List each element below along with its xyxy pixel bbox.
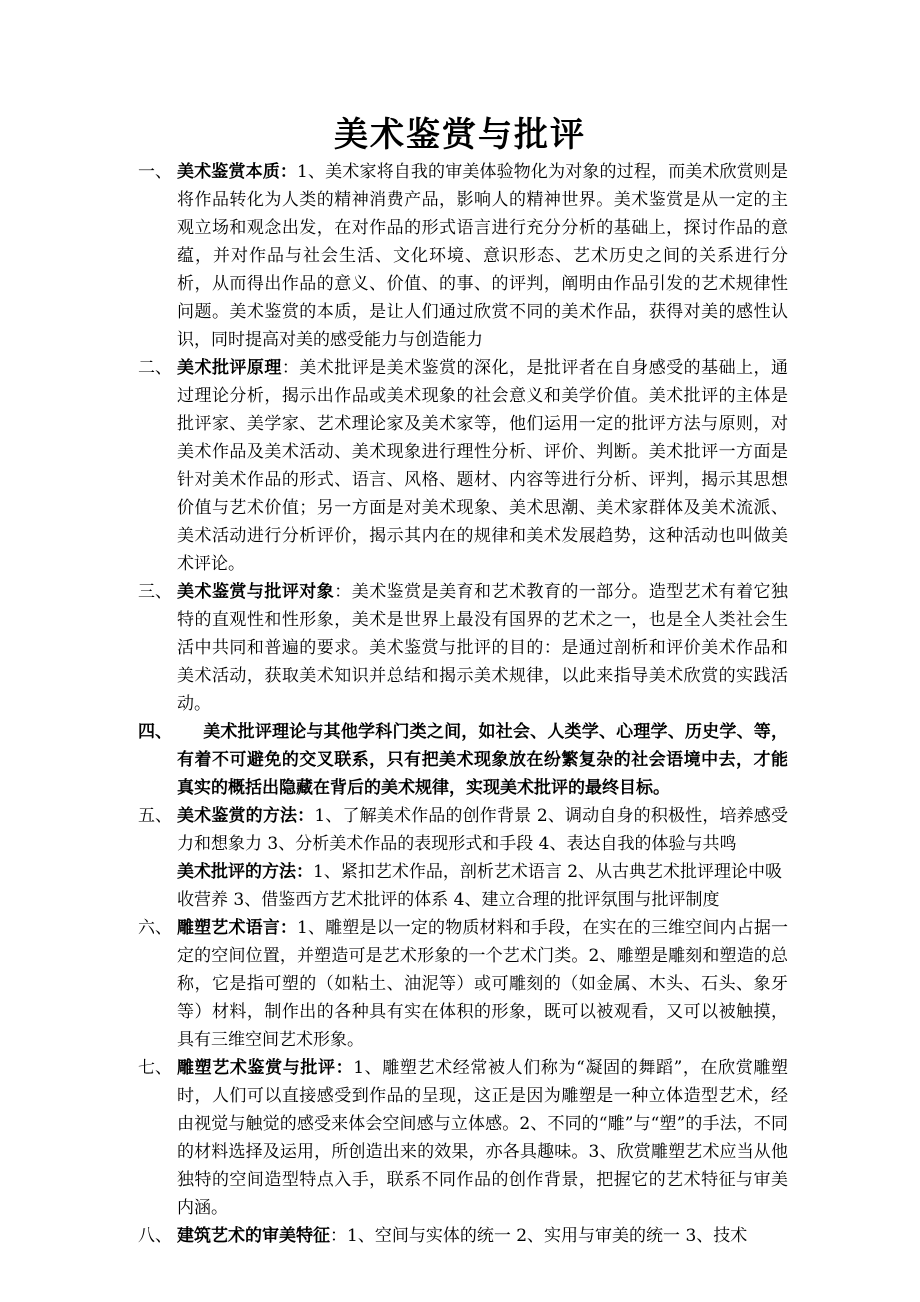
- section-1: [138, 158, 788, 354]
- section-heading: 雕塑艺术语言：: [177, 918, 298, 938]
- section-5-subparagraph: [138, 858, 788, 914]
- section-number: 四、: [138, 722, 172, 742]
- section-number: 六、: [138, 918, 172, 938]
- section-3: [138, 578, 788, 718]
- section-number: 五、: [138, 806, 172, 826]
- section-heading: 美术鉴赏本质：: [177, 162, 298, 182]
- section-2: [138, 354, 788, 578]
- section-text: 1、雕塑是以一定的物质材料和手段，在实在的三维空间内占据一定的空间位置，并塑造可是艺术形象的一个艺术门类。2、雕塑是雕刻和塑造的总称，它是指可塑的（如粘土、油泥等）或可雕刻的（如金属、木头、石头、象牙等）材料，制作出的各种具有实在体积的形象，既可以被观看，又可以被触摸，具有三维空间艺术形象。: [177, 918, 788, 1050]
- document-body: [138, 158, 788, 1250]
- section-heading: 美术鉴赏与批评对象: [177, 582, 335, 602]
- section-heading: 美术批评原理: [177, 358, 282, 378]
- section-6: [138, 914, 788, 1054]
- section-text: 1、美术家将自我的审美体验物化为对象的过程，而美术欣赏则是将作品转化为人类的精神消费产品，影响人的精神世界。美术鉴赏是从一定的主观立场和观念出发，在对作品的形式语言进行充分分析的基础上，探讨作品的意蕴，并对作品与社会生活、文化环境、意识形态、艺术历史之间的关系进行分析，从而得出作品的意义、价值、的事、的评判，阐明由作品引发的艺术规律性问题。美术鉴赏的本质，是让人们通过欣赏不同的美术作品，获得对美的感性认识，同时提高对美的感受能力与创造能力: [177, 162, 788, 350]
- section-8: [138, 1222, 788, 1250]
- section-text: ：美术批评是美术鉴赏的深化，是批评者在自身感受的基础上，通过理论分析，揭示出作品或美术现象的社会意义和美学价值。美术批评的主体是批评家、美学家、艺术理论家及美术家等，他们运用一定的批评方法与原则，对美术作品及美术活动、美术现象进行理性分析、评价、判断。美术批评一方面是针对美术作品的形式、语言、风格、题材、内容等进行分析、评判，揭示其思想价值与艺术价值；另一方面是对美术现象、美术思潮、美术家群体及美术流派、美术活动进行分析评价，揭示其内在的规律和美术发展趋势，这种活动也叫做美术评论。: [177, 358, 789, 574]
- section-number: 二、: [138, 358, 172, 378]
- section-number: 七、: [138, 1058, 172, 1078]
- section-heading: 建筑艺术的审美特征: [177, 1226, 330, 1246]
- section-number: 八、: [138, 1226, 172, 1246]
- section-text: 1、了解美术作品的创作背景 2、调动自身的积极性，培养感受力和想象力 3、分析美术作品的表现形式和手段 4、表达自我的体验与共鸣: [177, 806, 788, 854]
- page-title: 美术鉴赏与批评: [334, 115, 586, 155]
- section-text: 美术批评理论与其他学科门类之间，如社会、人类学、心理学、历史学、等，有着不可避免的交叉联系，只有把美术现象放在纷繁复杂的社会语境中去，才能真实的概括出隐藏在背后的美术规律，实现美术批评的最终目标。: [177, 722, 788, 798]
- section-text: 1、雕塑艺术经常被人们称为“凝固的舞蹈”，在欣赏雕塑时，人们可以直接感受到作品的呈现，这正是因为雕塑是一种立体造型艺术，经由视觉与触觉的感受来体会空间感与立体感。2、不同的“雕”与“塑”的手法，不同的材料选择及运用，所创造出来的效果，亦各具趣味。3、欣赏雕塑艺术应当从他独特的空间造型特点入手，联系不同作品的创作背景，把握它的艺术特征与审美内涵。: [177, 1058, 789, 1218]
- section-number: 三、: [138, 582, 172, 602]
- section-7: [138, 1054, 788, 1222]
- section-number: 一、: [138, 162, 172, 182]
- section-text: ：1、空间与实体的统一 2、实用与审美的统一 3、技术: [330, 1226, 748, 1246]
- section-heading: 雕塑艺术鉴赏与批评：: [177, 1058, 354, 1078]
- section-subtext: 1、紧扣艺术作品，剖析艺术语言 2、从古典艺术批评理论中吸收营养 3、借鉴西方艺术批评的体系 4、建立合理的批评氛围与批评制度: [177, 862, 783, 910]
- section-5: [138, 802, 788, 858]
- section-4: [138, 718, 788, 802]
- section-text: ：美术鉴赏是美育和艺术教育的一部分。造型艺术有着它独特的直观性和性形象，美术是世界上最没有国界的艺术之一，也是全人类社会生活中共同和普遍的要求。美术鉴赏与批评的目的：是通过剖析和评价美术作品和美术活动，获取美术知识并总结和揭示美术规律，以此来指导美术欣赏的实践活动。: [177, 582, 789, 714]
- section-subheading: 美术批评的方法：: [177, 862, 313, 882]
- section-heading: 美术鉴赏的方法：: [177, 806, 315, 826]
